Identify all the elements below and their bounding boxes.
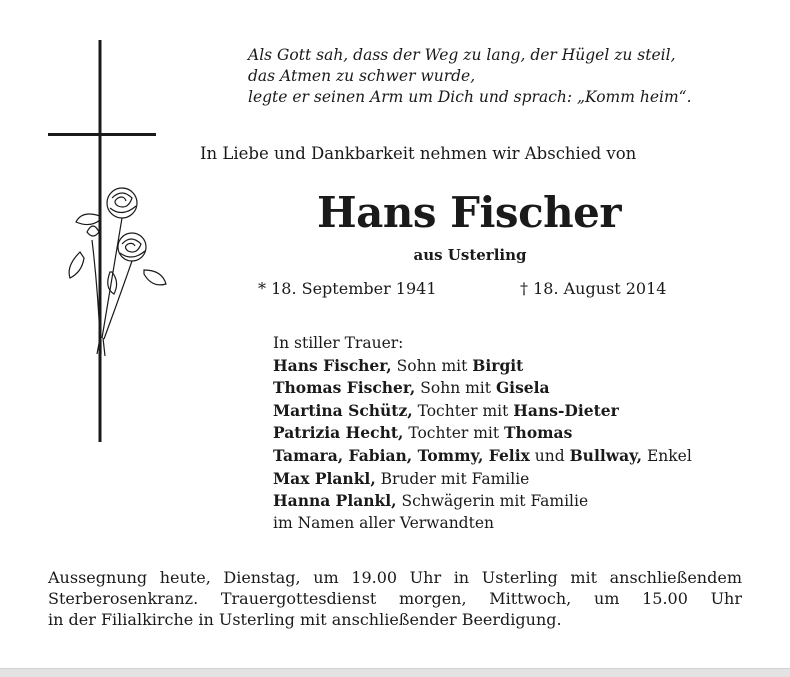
mourner-relation: Tochter mit	[412, 401, 514, 420]
mourner-name: Hanna Plankl,	[273, 491, 397, 511]
mourner-relation: Sohn mit	[415, 379, 496, 398]
mourner-name: Max Plankl,	[273, 468, 376, 488]
mourner-entry	[273, 422, 692, 445]
mourner-partner: Hans-Dieter	[513, 400, 619, 420]
cross-icon	[48, 40, 156, 442]
mourner-entry	[273, 490, 692, 513]
poem	[248, 45, 692, 108]
service-line: Aussegnung heute, Dienstag, um 19.00 Uhr in Usterling mit anschließendem	[48, 568, 742, 587]
mourner-relation: Schwägerin mit Familie	[396, 492, 589, 511]
poem-line: Als Gott sah, dass der Weg zu lang, der Hügel zu steil,	[248, 46, 676, 64]
mourner-name: Martina Schütz,	[273, 400, 413, 420]
mourner-relation: Bruder mit Familie	[375, 469, 530, 488]
mourner-relation: Tochter mit	[403, 424, 505, 443]
cross-with-roses	[40, 40, 170, 450]
mourner-entry	[273, 400, 692, 423]
mourner-name: Patrizia Hecht,	[273, 423, 404, 443]
birth-date: * 18. September 1941	[258, 279, 437, 298]
mourner-partner: Birgit	[472, 355, 524, 375]
service-line: in der Filialkirche in Usterling mit anschließender Beerdigung.	[48, 610, 562, 629]
death-date: † 18. August 2014	[520, 279, 667, 298]
mourners-list	[273, 333, 692, 534]
poem-line: das Atmen zu schwer wurde,	[248, 67, 476, 85]
intro-text: In Liebe und Dankbarkeit nehmen wir Abschied von	[200, 144, 637, 163]
mourner-entry	[273, 468, 692, 491]
mourner-name: Thomas Fischer,	[273, 378, 416, 398]
deceased-origin: aus Usterling	[413, 246, 527, 264]
mourners-closing: im Namen aller Verwandten	[273, 513, 494, 532]
deceased-name: Hans Fischer	[316, 188, 622, 237]
service-line: Sterberosenkranz. Trauergottesdienst morgen, Mittwoch, um 15.00 Uhr	[48, 589, 742, 608]
bottom-border	[0, 668, 790, 677]
mourners-heading: In stiller Trauer:	[273, 334, 404, 352]
mourner-relation: und	[529, 446, 570, 465]
mourner-suffix: Enkel	[642, 446, 692, 465]
poem-line: legte er seinen Arm um Dich und sprach: „Komm heim“.	[248, 88, 692, 106]
mourner-name: Tamara, Fabian, Tommy, Felix	[273, 445, 530, 465]
mourner-relation: Sohn mit	[391, 356, 473, 375]
mourner-partner: Gisela	[495, 378, 550, 398]
mourner-entry	[273, 355, 692, 378]
mourner-entry	[273, 445, 692, 468]
mourner-partner: Bullway,	[569, 445, 643, 465]
mourner-entry	[273, 377, 692, 400]
service-announcement	[48, 567, 742, 630]
mourner-partner: Thomas	[504, 423, 573, 443]
mourner-name: Hans Fischer,	[273, 355, 392, 375]
